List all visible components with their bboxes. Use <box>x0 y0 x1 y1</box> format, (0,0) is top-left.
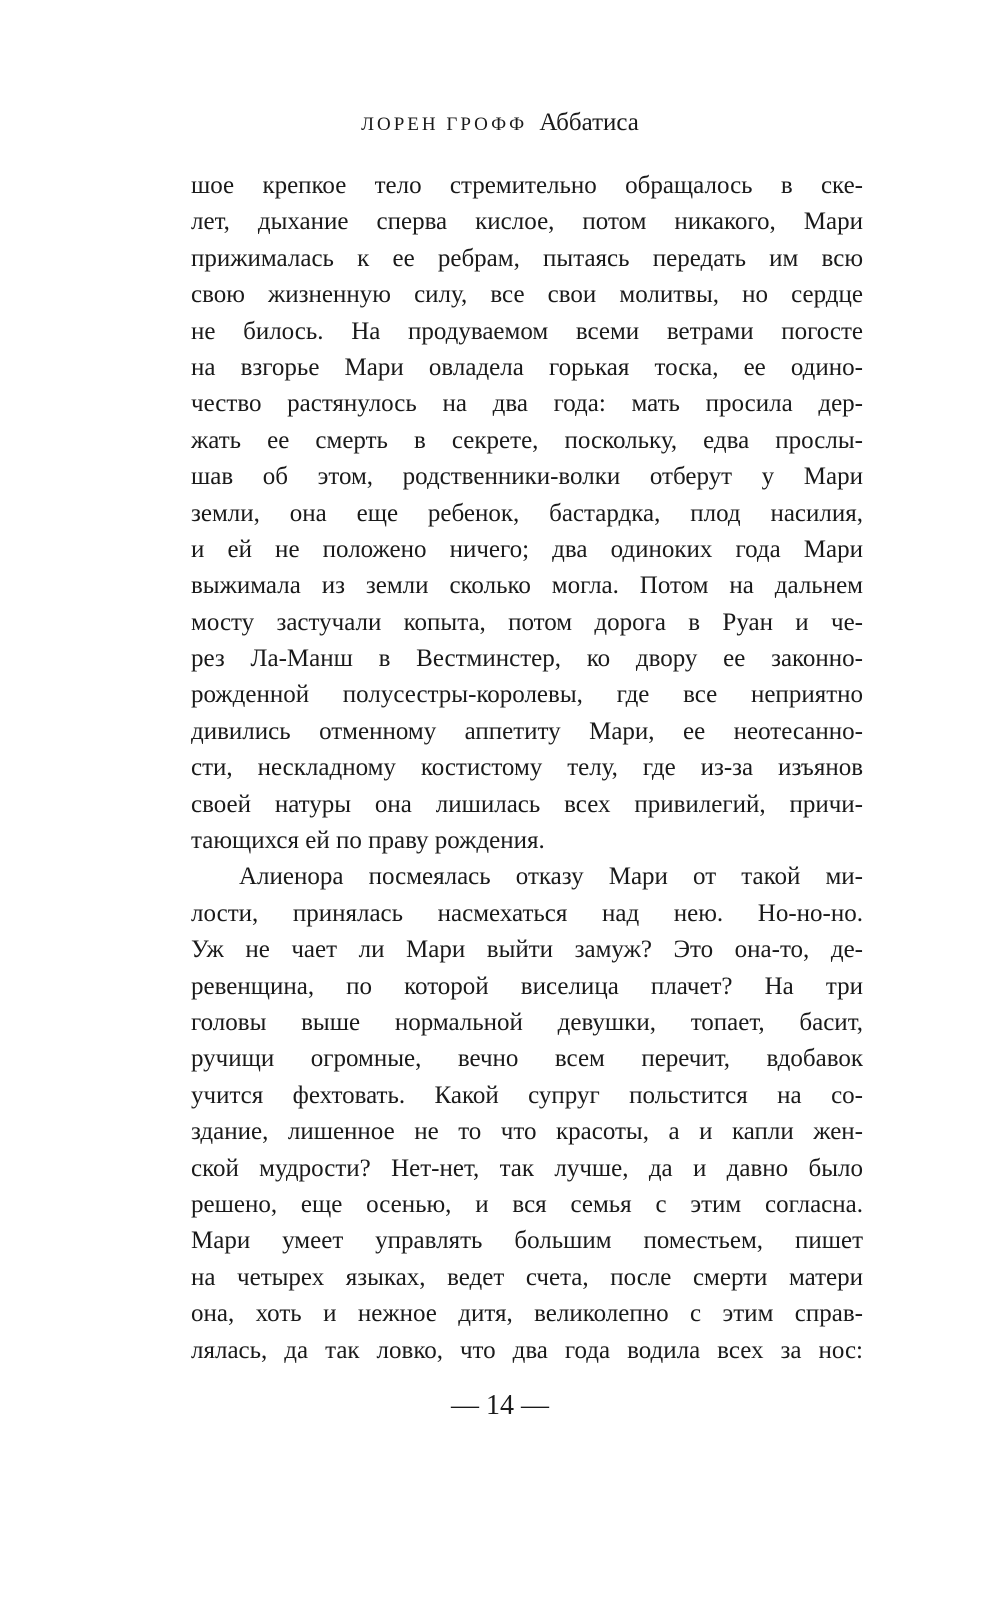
text-line: решено, еще осенью, и вся семья с этим согласна. <box>191 1190 863 1218</box>
text-line: рожденной полусестры-королевы, где все неприятно <box>191 681 863 709</box>
text-line: ручищи огромные, вечно всем перечит, вдобавок <box>191 1045 863 1073</box>
text-line: здание, лишенное не то что красоты, а и капли жен- <box>191 1118 863 1146</box>
text-line: своей натуры она лишилась всех привилегий, причи- <box>191 790 863 818</box>
running-head-book-title: Аббатиса <box>539 109 639 136</box>
text-line: лялась, да так ловко, что два года водила всех за нос: <box>191 1336 863 1364</box>
text-line: не билось. На продуваемом всеми ветрами погосте <box>191 317 863 345</box>
text-line: сти, нескладному костистому телу, где из-за изъянов <box>191 754 863 782</box>
text-line: чество растянулось на два года: мать просила дер- <box>191 390 863 418</box>
text-line: головы выше нормальной девушки, топает, басит, <box>191 1008 863 1036</box>
text-line: учится фехтовать. Какой супруг польстится на со- <box>191 1081 863 1109</box>
text-line: лости, принялась насмехаться над нею. Но-но-но. <box>191 899 863 927</box>
text-line: мосту застучали копыта, потом дорога в Руан и че- <box>191 608 863 636</box>
body-text <box>191 168 863 1369</box>
running-head <box>0 106 1000 142</box>
text-line: земли, она еще ребенок, бастардка, плод насилия, <box>191 499 863 527</box>
paragraph-end-line: тающихся ей по праву рождения. <box>191 827 545 855</box>
text-line: Уж не чает ли Мари выйти замуж? Это она-то, де- <box>191 936 863 964</box>
text-line: и ей не положено ничего; два одиноких года Мари <box>191 535 863 563</box>
text-line: свою жизненную силу, все свои молитвы, но сердце <box>191 281 863 309</box>
text-line: жать ее смерть в секрете, поскольку, едва прослы- <box>191 426 863 454</box>
text-line: она, хоть и нежное дитя, великолепно с этим справ- <box>191 1300 863 1328</box>
text-line: на взгорье Мари овладела горькая тоска, ее одино- <box>191 353 863 381</box>
page-number: — 14 — <box>451 1390 549 1421</box>
text-line: на четырех языках, ведет счета, после смерти матери <box>191 1263 863 1291</box>
text-line: ревенщина, по которой виселица плачет? На три <box>191 972 863 1000</box>
text-line: выжимала из земли сколько могла. Потом на дальнем <box>191 572 863 600</box>
text-line: дивились отменному аппетиту Мари, ее неотесанно- <box>191 717 863 745</box>
paragraph-start-line: Алиенора посмеялась отказу Мари от такой ми- <box>239 863 863 891</box>
text-line: прижималась к ее ребрам, пытаясь передать им всю <box>191 244 863 272</box>
text-line: Мари умеет управлять большим поместьем, пишет <box>191 1227 863 1255</box>
text-line: рез Ла-Манш в Вестминстер, ко двору ее законно- <box>191 645 863 673</box>
text-line: лет, дыхание сперва кислое, потом никакого, Мари <box>191 208 863 236</box>
running-head-author: ЛОРЕН ГРОФФ <box>361 114 528 135</box>
text-line: ской мудрости? Нет-нет, так лучше, да и давно было <box>191 1154 863 1182</box>
text-line: шое крепкое тело стремительно обращалось в ске- <box>191 172 863 199</box>
text-line: шав об этом, родственники-волки отберут у Мари <box>191 463 863 491</box>
